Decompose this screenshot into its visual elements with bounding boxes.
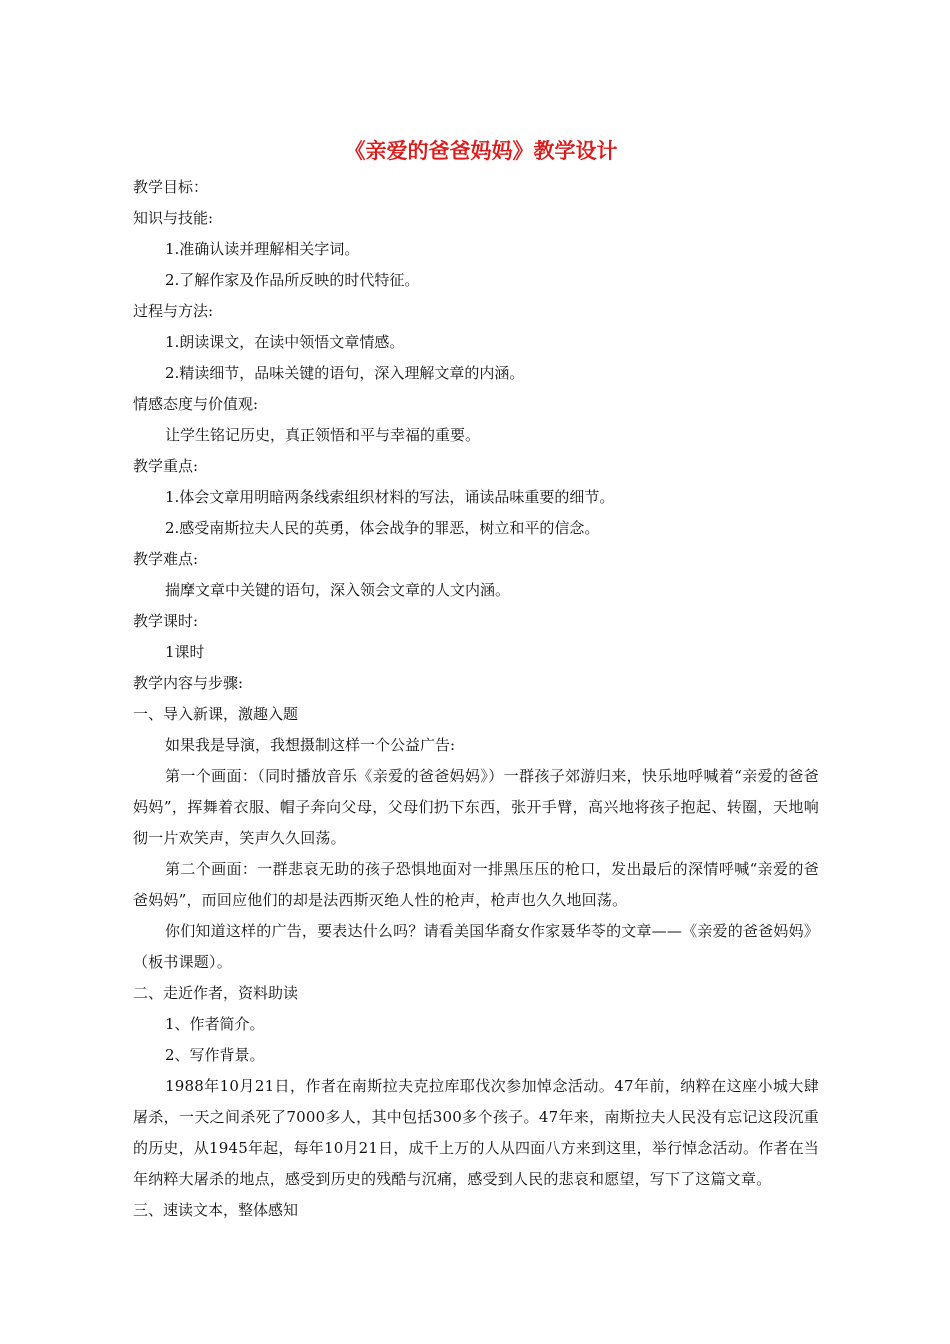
- document-title: 《亲爱的爸爸妈妈》教学设计: [344, 138, 618, 163]
- list-item: 1、作者简介。: [165, 1015, 265, 1033]
- section-heading: 三、速读文本，整体感知: [133, 1201, 299, 1219]
- list-item: 2.了解作家及作品所反映的时代特征。: [165, 271, 420, 289]
- section-heading: 教学目标：: [133, 178, 209, 196]
- list-item: 揣摩文章中关键的语句，深入领会文章的人文内涵。: [165, 581, 511, 599]
- body-paragraph: 第二个画面：一群悲哀无助的孩子恐惧地面对一排黑压压的枪口，发出最后的深情呼喊“亲爱的爸爸妈妈”，而回应他们的却是法西斯灭绝人性的枪声，枪声也久久地回荡。: [133, 860, 819, 909]
- list-item: 2.感受南斯拉夫人民的英勇，体会战争的罪恶，树立和平的信念。: [165, 519, 600, 537]
- list-item: 1.体会文章用明暗两条线索组织材料的写法，诵读品味重要的细节。: [165, 488, 615, 506]
- section-heading: 情感态度与价值观:: [133, 395, 259, 413]
- section-heading: 二、走近作者，资料助读: [133, 984, 299, 1002]
- list-item: 如果我是导演，我想摄制这样一个公益广告:: [165, 736, 456, 754]
- section-heading: 教学内容与步骤:: [133, 674, 244, 692]
- section-heading: 教学难点:: [133, 550, 199, 568]
- section-heading: 教学重点:: [133, 457, 199, 475]
- body-paragraph: 你们知道这样的广告，要表达什么吗？请看美国华裔女作家聂华苓的文章——《亲爱的爸爸妈妈》（板书课题）。: [133, 922, 819, 971]
- section-heading: 一、导入新课，激趣入题: [133, 705, 299, 723]
- list-item: 1.准确认读并理解相关字词。: [165, 240, 360, 258]
- list-item: 1课时: [165, 643, 205, 661]
- list-item: 1.朗读课文，在读中领悟文章情感。: [165, 333, 405, 351]
- list-item: 2.精读细节，品味关键的语句，深入理解文章的内涵。: [165, 364, 525, 382]
- document-page: [133, 136, 819, 1226]
- section-heading: 知识与技能:: [133, 209, 214, 227]
- section-heading: 过程与方法:: [133, 302, 214, 320]
- list-item: 让学生铭记历史，真正领悟和平与幸福的重要。: [165, 426, 481, 444]
- list-item: 2、写作背景。: [165, 1046, 265, 1064]
- section-heading: 教学课时:: [133, 612, 199, 630]
- document-body: [133, 172, 819, 1226]
- body-paragraph: 1988年10月21日，作者在南斯拉夫克拉库耶伐次参加悼念活动。47年前，纳粹在这座小城大肆屠杀，一天之间杀死了7000多人，其中包括300多个孩子。47年来，南斯拉夫人民没有忘记这段沉重的历史，从1945年起，每年10月21日，成千上万的人从四面八方来到这里，举行悼念活动。作者在当年纳粹大屠杀的地点，感受到历史的残酷与沉痛，感受到人民的悲哀和愿望，写下了这篇文章。: [133, 1077, 819, 1188]
- body-paragraph: 第一个画面：（同时播放音乐《亲爱的爸爸妈妈》）一群孩子郊游归来，快乐地呼喊着“亲爱的爸爸妈妈”，挥舞着衣服、帽子奔向父母，父母们扔下东西，张开手臂，高兴地将孩子抱起、转圈，天地响彻一片欢笑声，笑声久久回荡。: [133, 767, 819, 847]
